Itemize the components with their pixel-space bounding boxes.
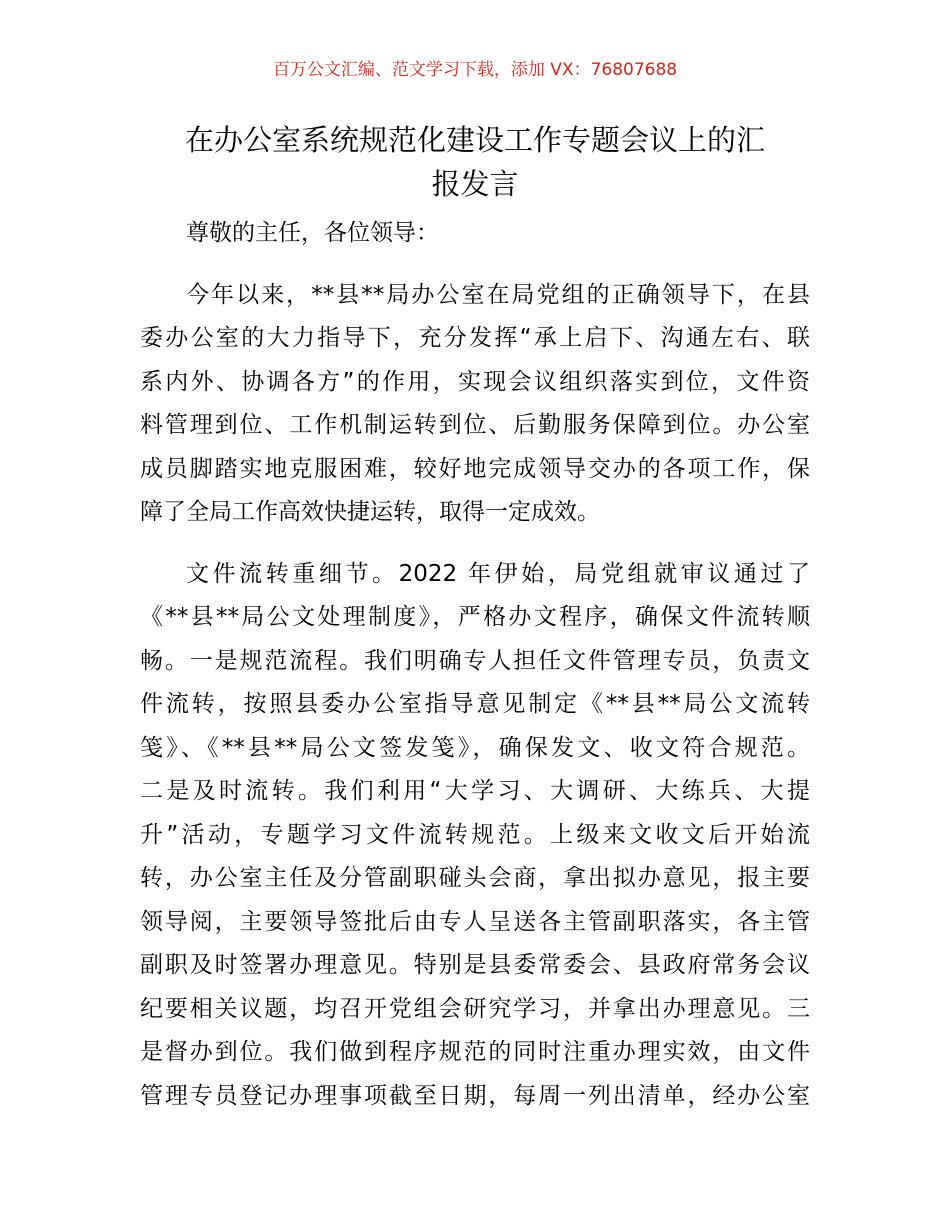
paragraph-line: 笺》、《**县**局公文签发笺》，确保发文、收文符合规范。 (140, 734, 810, 761)
paragraph-2 (140, 553, 810, 1119)
paragraph-line: 文件流转重细节。2022 年伊始，局党组就审议通过了 (186, 560, 810, 587)
paragraph-line: 委办公室的大力指导下，充分发挥“承上启下、沟通左右、联 (140, 325, 810, 351)
paragraph-line: 障了全局工作高效快捷运转，取得一定成效。 (140, 499, 600, 525)
paragraph-line: 升”活动，专题学习文件流转规范。上级来文收文后开始流 (140, 821, 810, 848)
paragraph-line: 二是及时流转。我们利用“大学习、大调研、大练兵、大提 (140, 778, 810, 804)
paragraph-line: 今年以来，**县**局办公室在局党组的正确领导下，在县 (186, 281, 810, 308)
paragraph-line: 畅。一是规范流程。我们明确专人担任文件管理专员，负责文 (140, 647, 810, 674)
paragraph-line: 副职及时签署办理意见。特别是县委常委会、县政府常务会议 (140, 952, 810, 978)
title-line: 报发言 (431, 167, 519, 201)
paragraph-line: 《**县**局公文处理制度》，严格办文程序，确保文件流转顺 (140, 604, 810, 630)
paragraph-line: 系内外、协调各方”的作用，实现会议组织落实到位，文件资 (140, 368, 810, 395)
paragraph-line: 件流转，按照县委办公室指导意见制定《**县**局公文流转 (140, 691, 810, 717)
paragraph-line: 成员脚踏实地克服困难，较好地完成领导交办的各项工作，保 (140, 455, 810, 482)
paragraph-line: 是督办到位。我们做到程序规范的同时注重办理实效，由文件 (140, 1039, 810, 1065)
title-line: 在办公室系统规范化建设工作专题会议上的汇 (184, 123, 765, 157)
paragraph-line: 领导阅，主要领导签批后由专人呈送各主管副职落实，各主管 (140, 908, 810, 935)
watermark-banner: 百万公文汇编、范文学习下载，添加 VX：76807688 (272, 60, 678, 80)
document-body (140, 212, 810, 1118)
paragraph-line: 料管理到位、工作机制运转到位、后勤服务保障到位。办公室 (140, 412, 810, 438)
paragraph-line: 转，办公室主任及分管副职碰头会商，拿出拟办意见，报主要 (140, 865, 810, 891)
paragraph-line: 管理专员登记办理事项截至日期，每周一列出清单，经办公室 (140, 1082, 810, 1109)
salutation: 尊敬的主任，各位领导： (186, 220, 439, 246)
paragraph-line: 纪要相关议题，均召开党组会研究学习，并拿出办理意见。三 (140, 995, 810, 1022)
document-title (140, 118, 810, 206)
paragraph-1 (140, 274, 810, 535)
